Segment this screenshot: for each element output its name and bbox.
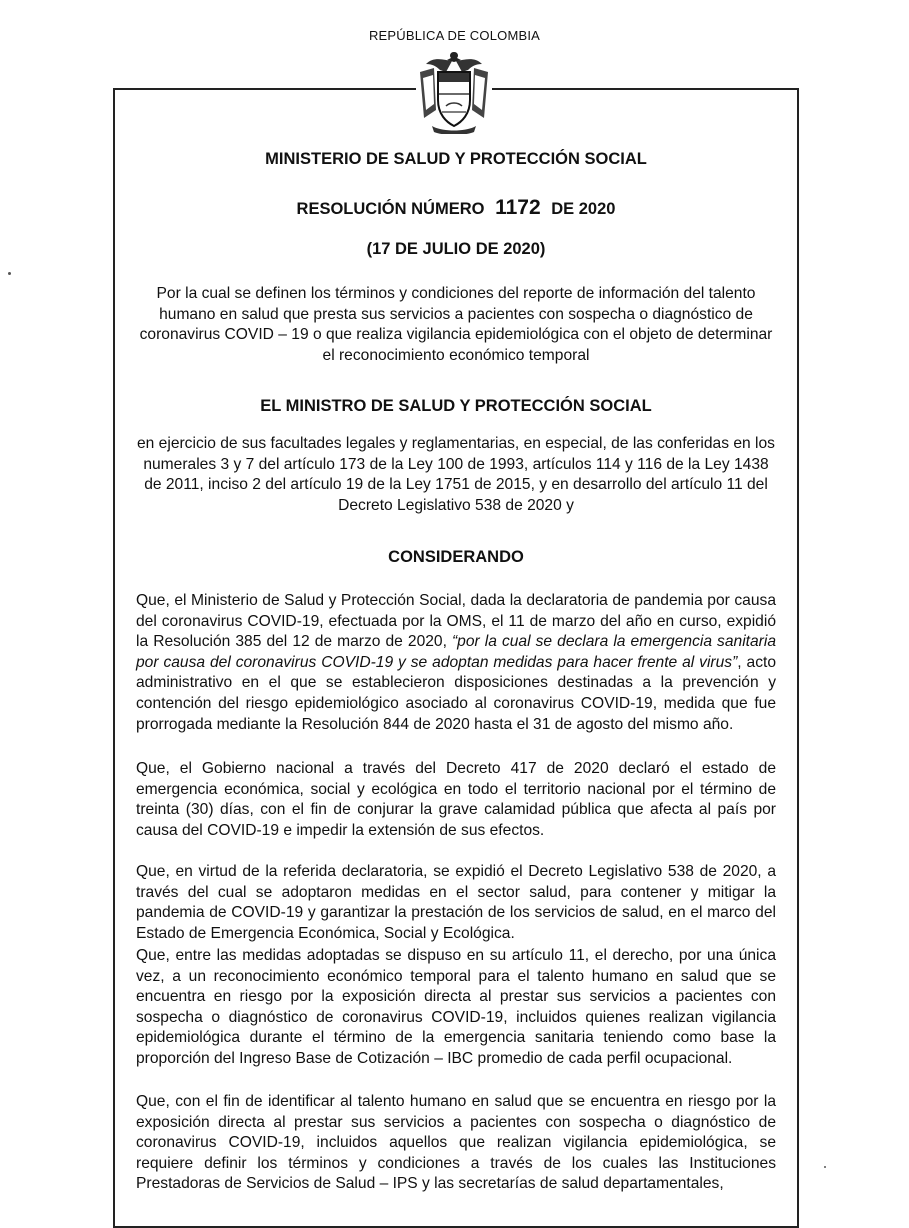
considering-paragraph-4: Que, entre las medidas adoptadas se dispuso en su artículo 11, el derecho, por una única vez, a un reconocimiento económico temporal para el talento humano en salud que se encuentra en riesgo por la exposición directa al prestar sus servicios a pacientes con sospecha o diagnóstico de coronavirus COVID-19, incluidos quienes realizan vigilancia epidemiológica durante el término de la emergencia sanitaria teniendo como base la proporción del Ingreso Base de Cotización – IBC promedio de cada perfil ocupacional. — [136, 947, 776, 1067]
paragraph-1-text-b: , acto administrativo en el que se establecieron disposiciones destinadas a la prevención y contención del riesgo epidemiológico asociado al coronavirus COVID-19, medida que fue prorrogada mediante la Resolución 844 de 2020 hasta el 31 de agosto del mismo año. — [136, 653, 777, 733]
considering-paragraph-5: Que, con el fin de identificar al talento humano en salud que se encuentra en riesgo por la exposición directa al prestar sus servicios a pacientes con sospecha o diagnóstico de coronavirus COVID-19, incluidos aquellos que realizan vigilancia epidemiológica, se requiere definir los términos y condiciones a través de los cuales las Instituciones Prestadoras de Servicios de Salud – IPS y las secretarías de salud departamentales, — [136, 1093, 776, 1193]
minister-heading: EL MINISTRO DE SALUD Y PROTECCIÓN SOCIAL — [260, 397, 652, 415]
resolution-date: (17 DE JULIO DE 2020) — [366, 240, 546, 258]
country-name: REPÚBLICA DE COLOMBIA — [368, 28, 541, 43]
paragraph-1-text-a: Que, el Ministerio de Salud y Protección Social, dada la declaratoria de pandemia por causa del coronavirus COVID-19, efectuada por la OMS, el 11 de marzo del año en curso, expidió la Resolución 385 del 12 de marzo de 2020, — [136, 592, 776, 651]
resolution-prefix: RESOLUCIÓN NÚMERO — [296, 200, 485, 218]
resolution-summary: Por la cual se definen los términos y condiciones del reporte de información del talento humano en salud que presta sus servicios a pacientes con sospecha o diagnóstico de coronavirus COVID – 19 o que realiza vigilancia epidemiológica con el objeto de determinar el reconocimiento económico temporal — [139, 285, 773, 364]
coat-of-arms-icon — [416, 48, 492, 134]
legal-powers-text: en ejercicio de sus facultades legales y reglamentarias, en especial, de las conferidas en los numerales 3 y 7 del artículo 173 de la Ley 100 de 1993, artículos 114 y 116 de la Ley 1438 de 2011, inciso 2 del artículo 19 de la Ley 1751 de 2015, y en desarrollo del artículo 11 del Decreto Legislativo 538 de 2020 y — [137, 435, 775, 514]
considering-paragraph-2: Que, el Gobierno nacional a través del Decreto 417 de 2020 declaró el estado de emergencia económica, social y ecológica en todo el territorio nacional por el término de treinta (30) días, con el fin de conjurar la grave calamidad pública que afecta al país por causa del COVID-19 e impedir la extensión de sus efectos. — [136, 760, 776, 839]
ministry-title: MINISTERIO DE SALUD Y PROTECCIÓN SOCIAL — [265, 150, 647, 168]
resolution-number: 1172 — [495, 196, 541, 219]
scan-speck — [824, 1166, 826, 1168]
coat-of-arms-seal — [416, 48, 492, 134]
scan-speck — [8, 272, 11, 275]
paragraph-1-quote: “por la cual se declara la emergencia sanitaria por causa del coronavirus COVID-19 y se adoptan medidas para hacer frente al virus” — [136, 633, 777, 671]
considering-heading: CONSIDERANDO — [388, 548, 524, 566]
resolution-suffix: DE 2020 — [551, 200, 616, 218]
resolution-line — [113, 196, 799, 220]
considering-paragraph-3: Que, en virtud de la referida declaratoria, se expidió el Decreto Legislativo 538 de 2020, a través del cual se adoptaron medidas en el sector salud, para contener y mitigar la pandemia de COVID-19 y garantizar la prestación de los servicios de salud, en el marco del Estado de Emergencia Económica, Social y Ecológica. — [136, 863, 776, 942]
considering-paragraph-1 — [136, 591, 776, 735]
